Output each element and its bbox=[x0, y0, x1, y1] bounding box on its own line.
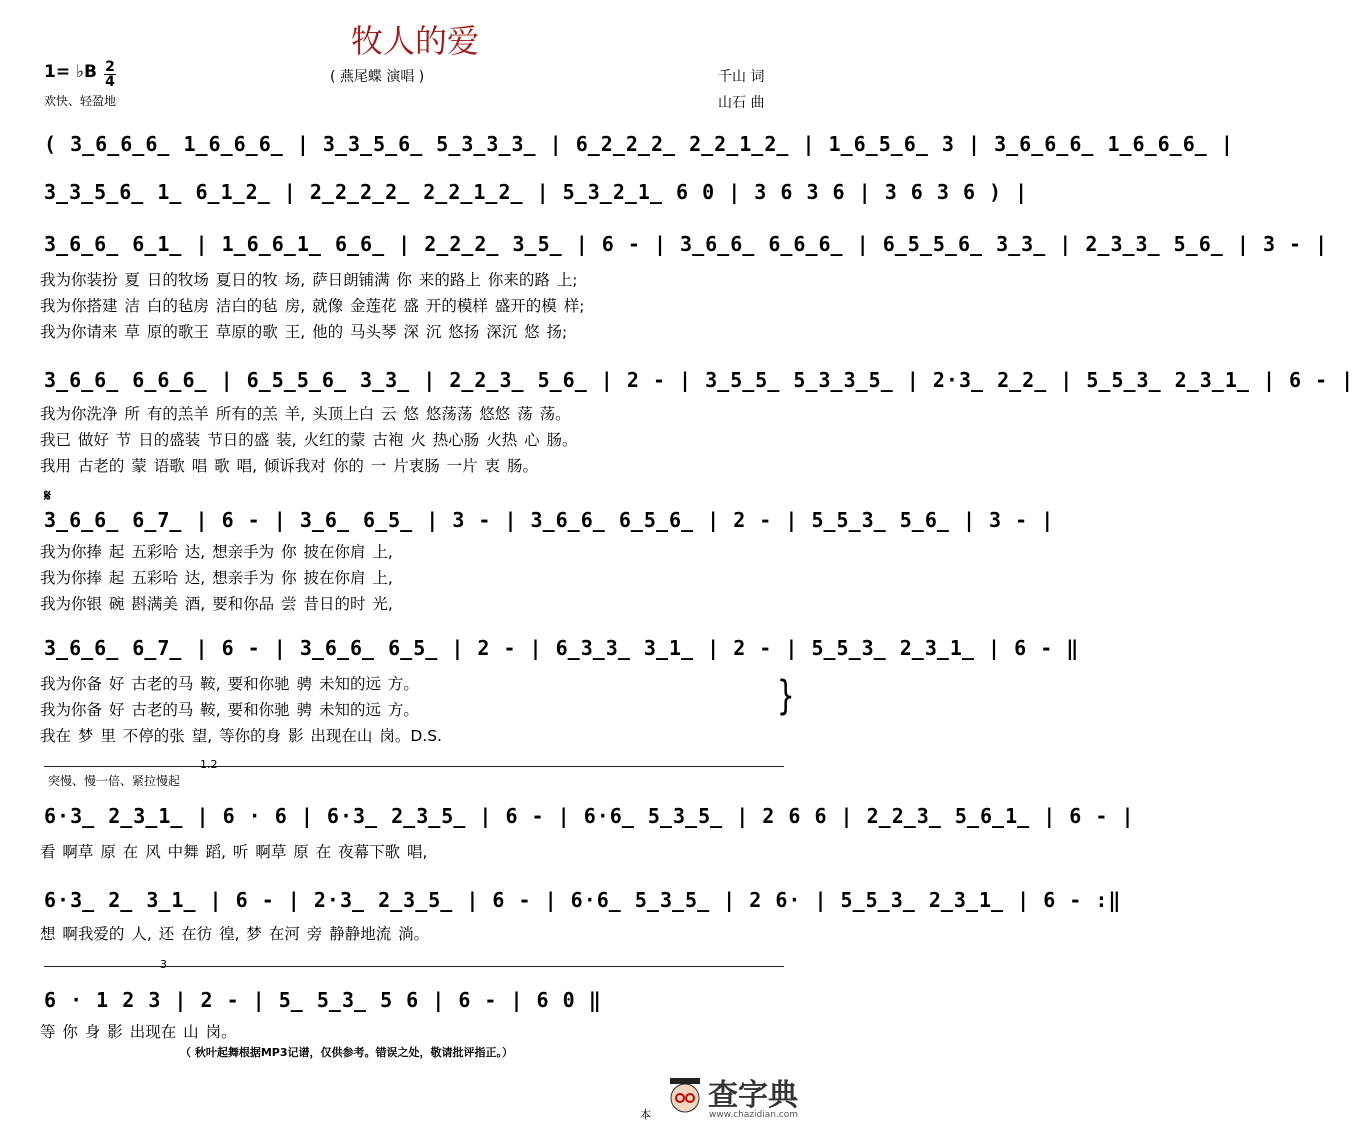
composer: 山石 曲 bbox=[718, 95, 765, 111]
lyricist: 千山 词 bbox=[718, 69, 765, 85]
volta-label: 1.2 bbox=[200, 758, 218, 771]
mascot-icon bbox=[660, 1068, 710, 1123]
time-top: 2 bbox=[105, 59, 115, 75]
lyric-line: 我为你捧 起 五彩哈 达, 想亲手为 你 披在你肩 上, bbox=[40, 543, 393, 561]
music-line-6: 3̲6̲6̲ 6̲7̲ | 6 - | 3̲6̲6̲ 6̲5̲ | 2 - | 6̲3̲3̲ 3̲1̲ | 2 - | 5̲5̲3̲ 2̲3̲1̲ | 6 - ‖ bbox=[44, 636, 1080, 660]
lyric-line: 我为你备 好 古老的马 鞍, 要和你驰 骋 未知的远 方。 bbox=[40, 701, 419, 719]
lyric-line: 我为你洗净 所 有的羔羊 所有的羔 羊, 头顶上白 云 悠 悠荡荡 悠悠 荡 荡。 bbox=[40, 405, 571, 423]
lyric-line: 我为你装扮 夏 日的牧场 夏日的牧 场, 萨日朗铺满 你 来的路上 你来的路 上; bbox=[40, 271, 578, 289]
music-line-2: 3̲3̲5̲6̲ 1̲ 6̲1̲2̲ | 2̲2̲2̲2̲ 2̲2̲1̲2̲ | 5̲3̲2̲1̲ 6 0 | 3 6 3 6 | 3 6 3 6 ) | bbox=[44, 180, 1029, 204]
volta-line-2 bbox=[44, 966, 784, 967]
lyric-line: 想 啊我爱的 人, 还 在彷 徨, 梦 在河 旁 静静地流 淌。 bbox=[40, 925, 430, 943]
music-line-9: 6 · 1 2 3 | 2 - | 5̲ 5̲3̲ 5 6 | 6 - | 6 0 ‖ bbox=[44, 988, 602, 1012]
lyric-line: 我为你银 碗 斟满美 酒, 要和你品 尝 昔日的时 光, bbox=[40, 595, 393, 613]
lyric-line: 我用 古老的 蒙 语歌 唱 歌 唱, 倾诉我对 你的 一 片衷肠 一片 衷 肠。 bbox=[40, 457, 538, 475]
lyric-line: 我为你请来 草 原的歌王 草原的歌 王, 他的 马头琴 深 沉 悠扬 深沉 悠 扬; bbox=[40, 323, 568, 341]
music-line-1: ( 3̲6̲6̲6̲ 1̲6̲6̲6̲ | 3̲3̲5̲6̲ 5̲3̲3̲3̲ | 6̲2̲2̲2̲ 2̲2̲1̲2̲ | 1̲6̲5̲6̲ 3 | 3̲6̲6̲6̲ 1̲6̲6̲6̲ | bbox=[44, 132, 1234, 156]
tempo-marking: 欢快、轻盈地 bbox=[44, 94, 117, 108]
watermark-url: www.chazidian.com bbox=[709, 1110, 799, 1120]
page-mark: 本 bbox=[640, 1108, 651, 1121]
singer: ( 燕尾蝶 演唱 ) bbox=[330, 69, 425, 85]
lyric-line: 我在 梦 里 不停的张 望, 等你的身 影 出现在山 岗。D.S. bbox=[40, 727, 442, 745]
lyric-line: 看 啊草 原 在 风 中舞 蹈, 听 啊草 原 在 夜幕下歌 唱, bbox=[40, 843, 428, 861]
segno-sign: 𝄋 bbox=[44, 486, 51, 505]
watermark-text: 查字典 bbox=[708, 1078, 798, 1113]
page-title: 牧人的爱 bbox=[350, 22, 479, 60]
lyric-line: 我为你搭建 洁 白的毡房 洁白的毡 房, 就像 金莲花 盛 开的模样 盛开的模 样; bbox=[40, 297, 585, 315]
music-line-4: 3̲6̲6̲ 6̲6̲6̲ | 6̲5̲5̲6̲ 3̲3̲ | 2̲2̲3̲ 5̲6̲ | 2 - | 3̲5̲5̲ 5̲3̲3̲5̲ | 2·3̲ 2̲2̲ | 5̲5̲3̲ 2̲3̲1̲ | 6 - | bbox=[44, 368, 1354, 392]
key-signature: 1= ♭B bbox=[44, 62, 97, 82]
tempo-note: 突慢、慢一倍、紧拉慢起 bbox=[48, 774, 181, 788]
footer-note: （ 秋叶起舞根据MP3记谱，仅供参考。错误之处，敬请批评指正。） bbox=[180, 1046, 513, 1059]
music-line-7: 6·3̲ 2̲3̲1̲ | 6 · 6 | 6·3̲ 2̲3̲5̲ | 6 - | 6·6̲ 5̲3̲5̲ | 2 6 6 | 2̲2̲3̲ 5̲6̲1̲ | 6 - | bbox=[44, 804, 1135, 828]
lyric-line: 我为你捧 起 五彩哈 达, 想亲手为 你 披在你肩 上, bbox=[40, 569, 393, 587]
lyric-line: 我已 做好 节 日的盛装 节日的盛 装, 火红的蒙 古袍 火 热心肠 火热 心 肠。 bbox=[40, 431, 578, 449]
volta-line bbox=[44, 766, 784, 767]
music-line-5: 3̲6̲6̲ 6̲7̲ | 6 - | 3̲6̲ 6̲5̲ | 3 - | 3̲6̲6̲ 6̲5̲6̲ | 2 - | 5̲5̲3̲ 5̲6̲ | 3 - | bbox=[44, 508, 1055, 532]
music-line-3: 3̲6̲6̲ 6̲1̲ | 1̲6̲6̲1̲ 6̲6̲ | 2̲2̲2̲ 3̲5̲ | 6 - | 3̲6̲6̲ 6̲6̲6̲ | 6̲5̲5̲6̲ 3̲3̲ | 2̲3̲3̲ 5̲6̲ | 3 - | bbox=[44, 232, 1329, 256]
time-bottom: 4 bbox=[105, 74, 115, 90]
music-line-8: 6·3̲ 2̲ 3̲1̲ | 6 - | 2·3̲ 2̲3̲5̲ | 6 - | 6·6̲ 5̲3̲5̲ | 2 6· | 5̲5̲3̲ 2̲3̲1̲ | 6 - :‖ bbox=[44, 888, 1122, 912]
lyric-line: 我为你备 好 古老的马 鞍, 要和你驰 骋 未知的远 方。 bbox=[40, 675, 419, 693]
time-signature bbox=[104, 60, 116, 89]
brace: } bbox=[776, 673, 795, 719]
triplet-mark: 3 bbox=[160, 958, 167, 971]
lyric-line: 等 你 身 影 出现在 山 岗。 bbox=[40, 1023, 237, 1041]
